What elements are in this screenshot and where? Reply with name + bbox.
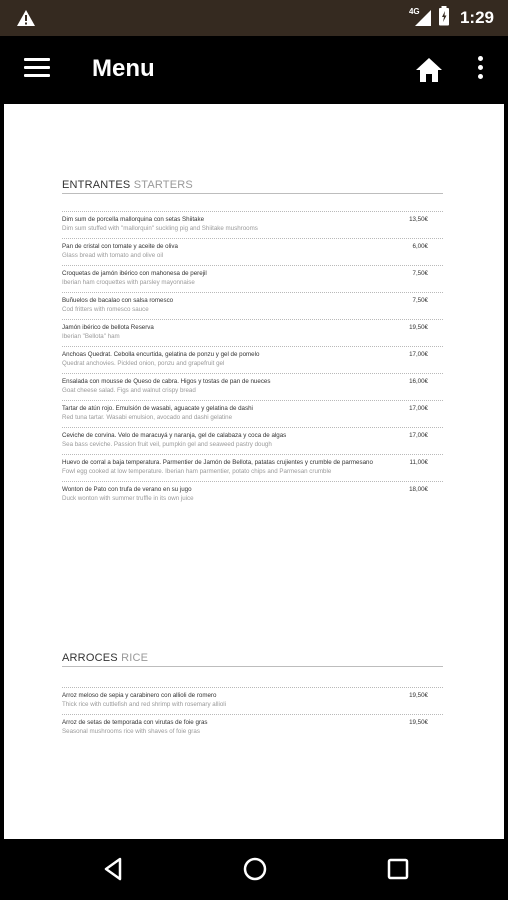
menu-item: Croquetas de jamón ibérico con mahonesa de perejil Iberian ham croquettes with parsley mayonnaise 7,50€ <box>62 265 443 292</box>
section-title: ENTRANTES STARTERS <box>62 179 443 194</box>
home-circle-icon[interactable] <box>241 856 269 882</box>
menu-item: Pan de cristal con tomate y aceite de oliva Glass bread with tomato and olive oil 6,00€ <box>62 238 443 265</box>
menu-item: Ensalada con mousse de Queso de cabra. Higos y tostas de pan de nueces Goat cheese salad. Figs and walnut crispy bread 16,00€ <box>62 373 443 400</box>
network-type: 4G <box>408 7 420 16</box>
price: 17,00€ <box>409 351 428 358</box>
menu-item: Ceviche de corvina. Velo de maracuyá y naranja, gel de calabaza y coca de algas Sea bass ceviche. Passion fruit veil, pumpkin gel and seaweed pastry dough 17,00€ <box>62 427 443 454</box>
menu-document[interactable] <box>4 104 504 839</box>
menu-item: Dim sum de porcella mallorquina con setas Shiitake Dim sum stuffed with "mallorquin" suckling pig and Shiitake mushrooms 13,50€ <box>62 211 443 238</box>
system-nav-bar <box>0 839 508 900</box>
app-bar <box>0 36 508 104</box>
menu-item: Huevo de corral a baja temperatura. Parmentier de Jamón de Bellota, patatas crujientes y crumble de parmesano Fowl egg cooked at low temperature. Iberian ham parmentier, potato chips and Parmesan crumble 11,00€ <box>62 454 443 481</box>
price: 17,00€ <box>409 432 428 439</box>
signal-icon <box>408 7 432 27</box>
price: 16,00€ <box>409 378 428 385</box>
status-bar <box>0 0 508 36</box>
home-icon[interactable] <box>414 56 444 84</box>
price: 7,50€ <box>412 297 428 304</box>
menu-item: Arroz meloso de sepia y carabinero con allioli de romero Thick rice with cuttlefish and red shrimp with rosemary allioli 19,50€ <box>62 687 443 714</box>
more-options-icon[interactable] <box>470 56 490 84</box>
menu-item: Anchoas Quedrat. Cebolla encurtida, gelatina de ponzu y gel de pomelo Quedrat anchovies. Pickled onion, ponzu and grapefruit gel 17,00€ <box>62 346 443 373</box>
price: 18,00€ <box>409 486 428 493</box>
warning-icon <box>16 9 36 32</box>
status-icons <box>408 6 494 30</box>
menu-item: Buñuelos de bacalao con salsa romesco Cod fritters with romesco sauce 7,50€ <box>62 292 443 319</box>
price: 17,00€ <box>409 405 428 412</box>
price: 19,50€ <box>409 692 428 699</box>
price: 19,50€ <box>409 324 428 331</box>
menu-item: Arroz de setas de temporada con virutas de foie gras Seasonal mushrooms rice with shaves of foie gras 19,50€ <box>62 714 443 741</box>
recent-apps-icon[interactable] <box>384 856 412 882</box>
price: 19,50€ <box>409 719 428 726</box>
price: 11,00€ <box>409 459 428 466</box>
menu-item: Tartar de atún rojo. Emulsión de wasabi, aguacate y gelatina de dashi Red tuna tartar. Wasabi emulsion, avocado and dashi gelatine 17,00€ <box>62 400 443 427</box>
price: 7,50€ <box>412 270 428 277</box>
back-icon[interactable] <box>100 856 128 882</box>
price: 13,50€ <box>409 216 428 223</box>
menu-item: Jamón ibérico de bellota Reserva Iberian "Bellota" ham 19,50€ <box>62 319 443 346</box>
section-rice <box>62 652 443 741</box>
section-title: ARROCES RICE <box>62 652 443 667</box>
price: 6,00€ <box>412 243 428 250</box>
menu-item: Wonton de Pato con trufa de verano en su jugo Duck wonton with summer truffle in its own juice 18,00€ <box>62 481 443 508</box>
section-starters <box>62 179 443 508</box>
page-title: Menu <box>92 55 155 82</box>
hamburger-menu-icon[interactable] <box>24 58 50 80</box>
battery-icon <box>438 6 450 31</box>
clock: 1:29 <box>459 8 494 27</box>
